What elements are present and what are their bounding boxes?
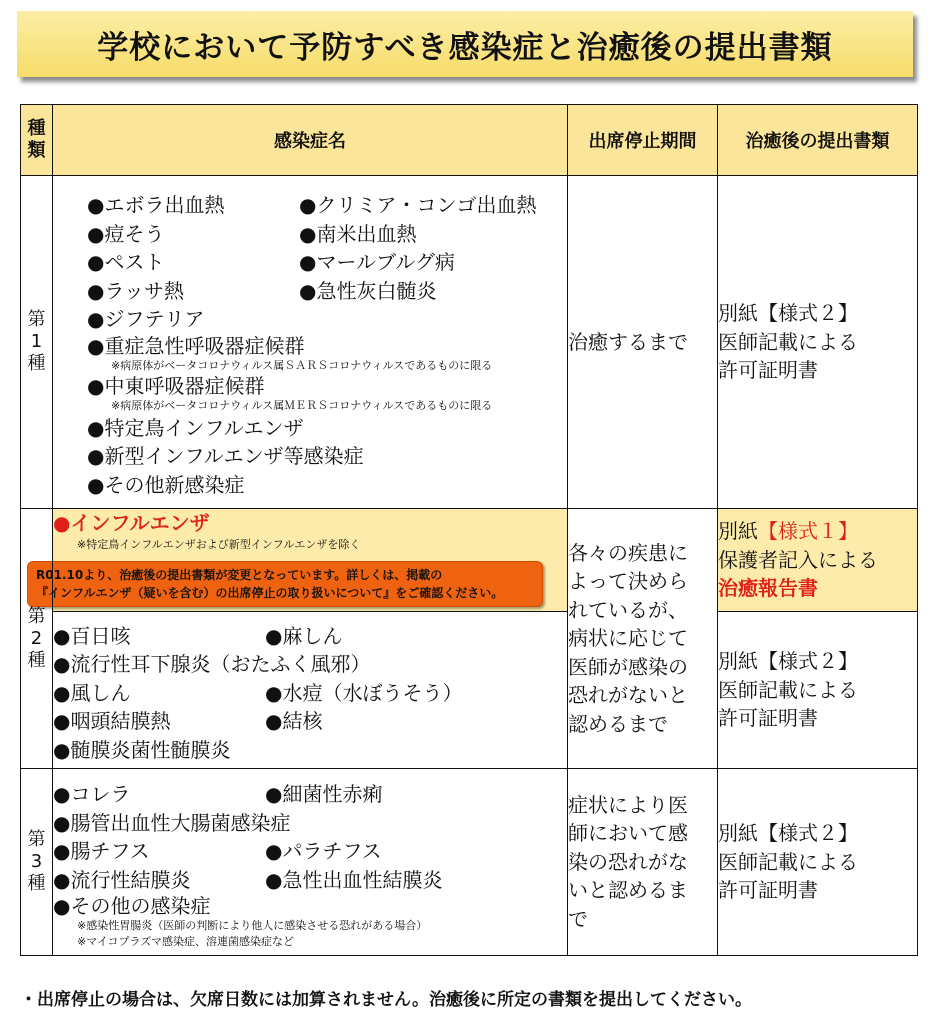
disease-note: ※マイコプラズマ感染症、溶連菌感染症など xyxy=(77,935,295,948)
class2-diseases xyxy=(53,612,568,769)
disease-name: 水痘（水ぼうそう） xyxy=(282,680,463,705)
disease-table xyxy=(20,104,918,956)
disease-item xyxy=(53,736,567,765)
class3-kind xyxy=(21,769,53,956)
doc-line: 別紙【様式２】 xyxy=(718,301,858,326)
bullet-icon: ● xyxy=(87,307,105,331)
influenza-cell xyxy=(36,509,568,612)
period-line: 認めるまで xyxy=(568,711,668,736)
disease-pair xyxy=(87,191,567,220)
header-kind-char: 類 xyxy=(27,140,46,161)
disease-name: 結核 xyxy=(282,709,323,734)
influenza-documents xyxy=(718,509,918,612)
disease-name: 咽頭結膜熱 xyxy=(70,709,171,734)
period-line: れているが、 xyxy=(568,597,688,622)
disease-name: ペスト xyxy=(104,250,165,274)
doc-line: 別紙【様式２】 xyxy=(718,821,858,846)
disease-name: ラッサ熱 xyxy=(104,278,185,303)
bullet-icon: ● xyxy=(87,250,105,274)
disease-name: コレラ xyxy=(70,782,131,806)
disease-name: 腸チフス xyxy=(70,839,150,863)
bullet-icon: ● xyxy=(87,415,105,440)
doc-line: 許可証明書 xyxy=(718,878,818,903)
disease-name: 急性出血性結膜炎 xyxy=(282,867,443,892)
notice-line: 『インフルエンザ（疑いを含む）の出席停止の取り扱いについて』をご確認ください。 xyxy=(36,586,504,600)
disease-name: 流行性耳下腺炎（おたふく風邪） xyxy=(70,652,371,677)
disease-name: 特定鳥インフルエンザ xyxy=(104,415,304,440)
bullet-icon: ● xyxy=(265,867,283,892)
disease-pair xyxy=(87,277,567,306)
bullet-icon: ● xyxy=(53,709,71,734)
period-line: いと認めるま xyxy=(568,878,688,903)
disease-pair xyxy=(53,679,567,708)
class3-row xyxy=(21,769,918,956)
disease-name: 細菌性赤痢 xyxy=(282,782,383,806)
disease-item xyxy=(87,334,567,358)
bullet-icon: ● xyxy=(87,278,105,303)
class1-row xyxy=(21,176,918,509)
doc-line: 医師記載による xyxy=(718,849,858,874)
period-line: よって決めら xyxy=(568,569,688,594)
kind-char: 第 xyxy=(27,605,46,627)
disease-pair xyxy=(53,622,567,651)
kind-char: 種 xyxy=(27,873,46,894)
bullet-icon: ● xyxy=(87,373,105,398)
header-kind-char: 種 xyxy=(27,118,46,139)
doc-line: 医師記載による xyxy=(718,677,858,702)
doc-line: 別紙【様式２】 xyxy=(718,649,858,674)
period-line: 病状に応じて xyxy=(568,626,688,651)
bullet-icon: ● xyxy=(265,709,283,734)
disease-name: 髄膜炎菌性髄膜炎 xyxy=(70,737,231,762)
bullet-icon: ● xyxy=(53,623,71,648)
bullet-icon: ● xyxy=(53,737,71,762)
header-disease: 感染症名 xyxy=(53,105,568,176)
kind-char: 2 xyxy=(30,627,43,649)
doc-line xyxy=(718,517,917,546)
disease-note: ※病原体がベータコロナウィルス属ＳＡＲＳコロナウィルスであるものに限る xyxy=(111,358,493,372)
disease-item xyxy=(53,650,567,679)
bullet-icon: ● xyxy=(53,680,71,705)
disease-note: ※感染性胃腸炎（医師の判断により他人に感染させる恐れがある場合） xyxy=(77,919,428,932)
bullet-icon: ● xyxy=(87,333,105,358)
bullet-icon: ● xyxy=(299,193,317,217)
kind-char: 第 xyxy=(27,309,46,330)
disease-name: 新型インフルエンザ等感染症 xyxy=(104,444,364,468)
bullet-icon: ● xyxy=(265,782,283,806)
disease-pair xyxy=(87,248,567,277)
title-banner xyxy=(17,11,913,77)
influenza-notice xyxy=(27,561,543,607)
disease-name: 急性灰白髄炎 xyxy=(316,278,437,303)
class1-period: 治癒するまで xyxy=(568,176,718,509)
bullet-icon: ● xyxy=(87,444,105,468)
disease-pair xyxy=(87,220,567,249)
class2-documents xyxy=(718,612,918,769)
bullet-icon: ● xyxy=(299,221,317,246)
bullet-icon: ● xyxy=(87,472,105,497)
disease-pair xyxy=(53,707,567,736)
doc-line: 許可証明書 xyxy=(718,706,818,731)
class3-documents xyxy=(718,769,918,956)
doc-line: 医師記載による xyxy=(718,329,858,354)
disease-name: 腸管出血性大腸菌感染症 xyxy=(70,810,291,835)
class2-kind xyxy=(21,509,53,769)
class1-diseases xyxy=(53,176,568,509)
class1-documents xyxy=(718,176,918,509)
disease-name: その他新感染症 xyxy=(104,472,245,497)
doc-form: 【様式１】 xyxy=(758,519,858,544)
header-row xyxy=(21,105,918,176)
disease-item xyxy=(87,305,567,334)
notice-line: R01.10より、治癒後の提出書類が変更となっています。詳しくは、掲載の xyxy=(36,568,443,582)
bullet-icon: ● xyxy=(53,810,71,835)
bullet-icon: ● xyxy=(53,782,71,806)
disease-name: 南米出血熱 xyxy=(316,221,417,246)
bullet-icon: ● xyxy=(265,839,283,863)
bullet-icon: ● xyxy=(265,680,283,705)
header-documents: 治癒後の提出書類 xyxy=(718,105,918,176)
disease-name: 重症急性呼吸器症候群 xyxy=(104,333,305,358)
class2-flu-row xyxy=(21,509,918,612)
bullet-icon: ● xyxy=(87,193,105,217)
disease-name: マールブルグ病 xyxy=(316,250,455,274)
footer-note: ・出席停止の場合は、欠席日数には加算されません。治癒後に所定の書類を提出してください。 xyxy=(20,990,753,1010)
disease-pair xyxy=(53,837,567,866)
kind-char: 3 xyxy=(30,851,43,872)
kind-char: 1 xyxy=(30,331,43,352)
bullet-icon: ● xyxy=(53,867,71,892)
bullet-icon: ● xyxy=(265,623,283,648)
bullet-icon: ● xyxy=(53,894,71,918)
bullet-icon: ● xyxy=(87,221,105,246)
period-line: 恐れがないと xyxy=(568,683,688,708)
class3-period xyxy=(568,769,718,956)
kind-char: 種 xyxy=(27,649,46,671)
period-line: 症状により医 xyxy=(568,792,688,817)
bullet-icon: ● xyxy=(53,652,71,677)
disease-item xyxy=(87,442,567,471)
disease-item xyxy=(87,414,567,443)
period-line: 医師が感染の xyxy=(568,654,688,679)
disease-item xyxy=(87,471,567,500)
page-title: 学校において予防すべき感染症と治癒後の提出書類 xyxy=(97,29,833,66)
period-line: 染の恐れがな xyxy=(568,849,688,874)
bullet-icon: ● xyxy=(299,250,317,274)
doc-line: 保護者記入による xyxy=(718,547,878,572)
disease-name: パラチフス xyxy=(282,839,382,863)
disease-note: ※病原体がベータコロナウィルス属ＭＥＲＳコロナウィルスであるものに限る xyxy=(111,398,493,412)
period-line: 各々の疾患に xyxy=(568,540,688,565)
disease-name: その他の感染症 xyxy=(70,894,211,918)
header-period: 出席停止期間 xyxy=(568,105,718,176)
disease-name: ジフテリア xyxy=(104,307,205,331)
disease-name: 百日咳 xyxy=(70,623,131,648)
header-kind xyxy=(21,105,53,176)
influenza-title: ●インフルエンザ xyxy=(53,511,210,535)
influenza-note: ※特定鳥インフルエンザおよび新型インフルエンザを除く xyxy=(77,538,361,551)
doc-line: 治癒報告書 xyxy=(718,576,818,601)
kind-char: 第 xyxy=(27,829,46,850)
disease-name: 中東呼吸器症候群 xyxy=(104,373,265,398)
disease-item xyxy=(53,894,567,918)
disease-name: 風しん xyxy=(70,680,131,705)
doc-line: 許可証明書 xyxy=(718,358,818,383)
class2-period xyxy=(568,509,718,769)
bullet-icon: ● xyxy=(299,278,317,303)
class1-kind xyxy=(21,176,53,509)
disease-name: 流行性結膜炎 xyxy=(70,867,191,892)
disease-item xyxy=(53,809,567,838)
period-line: で xyxy=(568,906,588,931)
disease-name: 痘そう xyxy=(104,221,165,246)
class3-diseases xyxy=(53,769,568,956)
disease-pair xyxy=(53,780,567,809)
disease-pair xyxy=(53,866,567,895)
disease-name: エボラ出血熱 xyxy=(104,193,225,217)
bullet-icon: ● xyxy=(53,839,71,863)
kind-char: 種 xyxy=(27,353,46,374)
class2-other-row xyxy=(21,612,918,769)
period-line: 師において感 xyxy=(568,821,688,846)
disease-name: 麻しん xyxy=(282,623,343,648)
disease-name: クリミア・コンゴ出血熱 xyxy=(316,193,537,217)
doc-prefix: 別紙 xyxy=(718,519,758,544)
disease-item xyxy=(87,374,567,398)
